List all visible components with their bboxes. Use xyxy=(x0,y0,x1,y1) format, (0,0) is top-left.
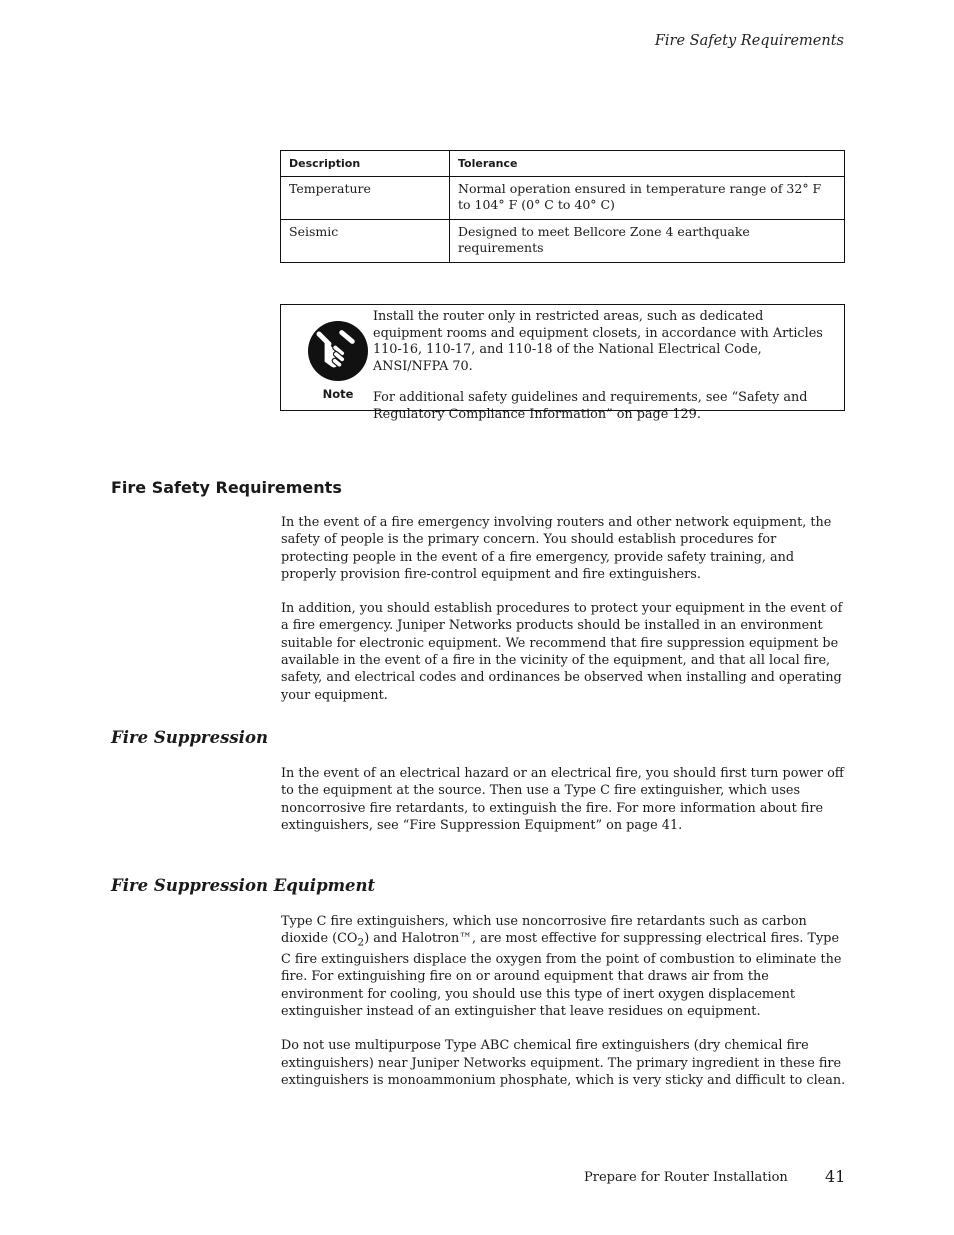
fire-safety-body xyxy=(281,514,846,721)
note-text xyxy=(373,309,835,438)
subscript: 2 xyxy=(357,935,365,949)
paragraph xyxy=(281,913,846,1020)
environment-tolerance-table xyxy=(280,150,845,263)
table-row xyxy=(281,177,845,220)
table-header-description: Description xyxy=(281,151,450,177)
text-segment: Type C fire extinguishers, which use noncorrosive fire retardants such as carbon dioxide (CO xyxy=(281,914,807,947)
note-paragraph: Install the router only in restricted areas, such as dedicated equipment rooms and equipment closets, in accordance with Articles 110-16, 110-17, and 110-18 of the National Electrical Code, ANSI/NFPA 70. xyxy=(373,309,823,374)
text-segment: ) and Halotron™, are most effective for suppressing electrical fires. Type C fire extinguishers displace the oxygen from the point of combustion to eliminate the fire. For extinguishing fire on or around equipment that draws air from the environment for cooling, you should use this type of inert oxygen displacement extinguisher instead of an extinguisher that leave residues on equipment. xyxy=(281,931,842,1020)
table-row xyxy=(281,220,845,263)
running-header: Fire Safety Requirements xyxy=(654,33,844,49)
table-cell-tolerance: Designed to meet Bellcore Zone 4 earthquake requirements xyxy=(450,220,845,263)
table-cell-description: Seismic xyxy=(281,220,450,263)
table-cell-description: Temperature xyxy=(281,177,450,220)
fire-suppression-equipment-body xyxy=(281,913,846,1106)
section-heading-fire-safety: Fire Safety Requirements xyxy=(111,478,342,497)
paragraph: In the event of an electrical hazard or an electrical fire, you should first turn power off to the equipment at the source. Then use a Type C fire extinguisher, which uses noncorrosive fire retardants, to extinguish the fire. For more information about fire extinguishers, see “Fire Suppression Equipment” on page 41. xyxy=(281,766,844,833)
paragraph: Do not use multipurpose Type ABC chemical fire extinguishers (dry chemical fire extinguishers) near Juniper Networks equipment. The primary ingredient in these fire extinguishers is monoammonium phosphate, which is very sticky and difficult to clean. xyxy=(281,1038,846,1088)
paragraph: In the event of a fire emergency involving routers and other network equipment, the safety of people is the primary concern. You should establish procedures for protecting people in the event of a fire emergency, provide safety training, and properly provision fire-control equipment and fire extinguishers. xyxy=(281,515,832,582)
fire-suppression-body xyxy=(281,765,846,851)
section-heading-fire-suppression: Fire Suppression xyxy=(111,728,268,747)
page-number: 41 xyxy=(825,1167,846,1186)
note-callout xyxy=(280,304,845,422)
table-cell-tolerance: Normal operation ensured in temperature range of 32° F to 104° F (0° C to 40° C) xyxy=(450,177,845,220)
hand-pointer-icon xyxy=(307,320,369,382)
table-header-tolerance: Tolerance xyxy=(450,151,845,177)
paragraph: In addition, you should establish procedures to protect your equipment in the event of a fire emergency. Juniper Networks products should be installed in an environment suitable for electronic equipment. We recommend that fire suppression equipment be available in the event of a fire in the vicinity of the equipment, and that all local fire, safety, and electrical codes and ordinances be observed when installing and operating your equipment. xyxy=(281,601,843,703)
note-label: Note xyxy=(322,387,354,401)
section-heading-fire-suppression-equipment: Fire Suppression Equipment xyxy=(111,876,376,895)
note-paragraph: For additional safety guidelines and requirements, see “Safety and Regulatory Compliance Information” on page 129. xyxy=(373,390,808,422)
table-header-row xyxy=(281,151,845,177)
footer-chapter-title: Prepare for Router Installation xyxy=(584,1170,788,1185)
